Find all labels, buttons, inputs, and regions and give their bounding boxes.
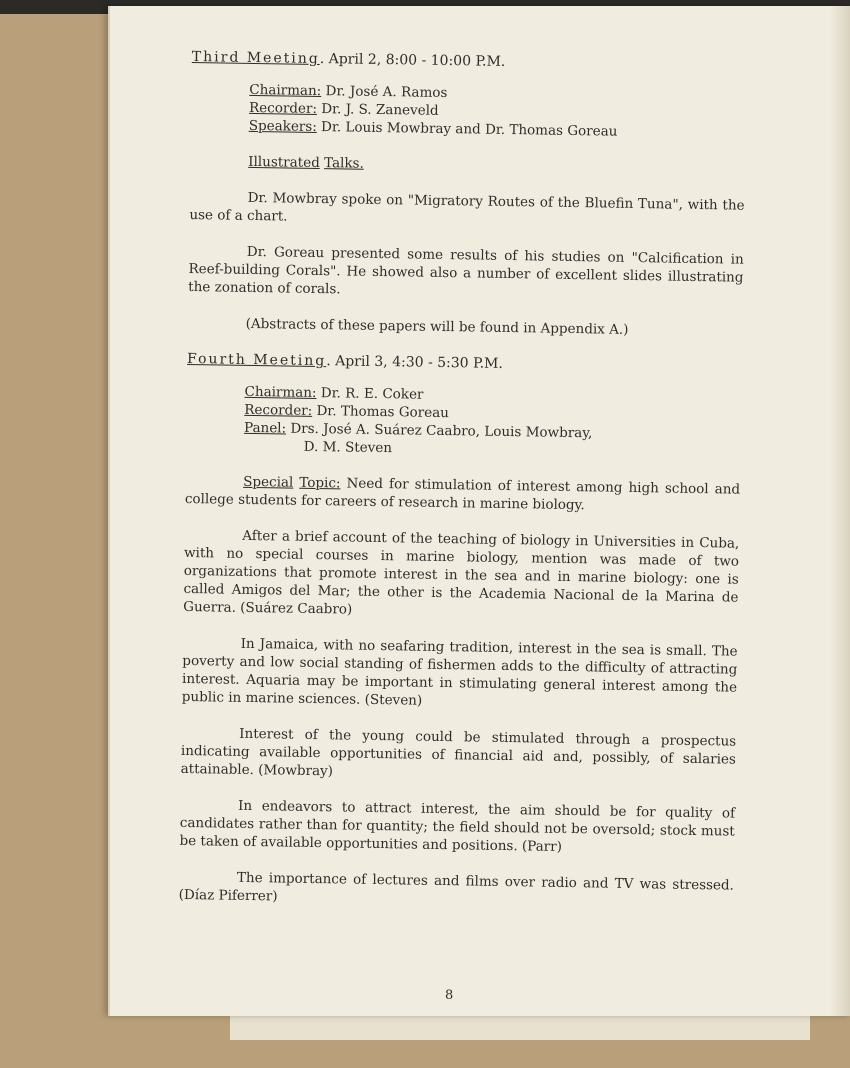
- recorder-label: Recorder:: [248, 99, 318, 117]
- third-meeting-heading: [192, 48, 747, 75]
- panel-label: Panel:: [243, 419, 287, 437]
- mowbray-paragraph: Dr. Mowbray spoke on "Migratory Routes of the Bluefin Tuna", with the use of a chart.: [189, 189, 745, 225]
- recorder-label: Recorder:: [244, 401, 313, 419]
- illustrated-talks-heading: [248, 153, 745, 179]
- third-meeting-title: Third Meeting: [191, 48, 320, 68]
- lectures-paragraph: The importance of lectures and films over radio and TV was stressed. (Díaz Piferrer): [178, 869, 735, 905]
- subheading-talks: Talks.: [323, 155, 364, 172]
- panel-names-continued: D. M. Steven: [303, 438, 393, 457]
- document-page: [108, 6, 850, 1016]
- third-meeting-roles: [249, 81, 747, 143]
- quality-paragraph: In endeavors to attract interest, the aim should be for quality of candidates rather than for quantity; the field should not be oversold; stock must be taken of available opportunities and positions. (Parr): [179, 797, 736, 855]
- panel-names: Drs. José A. Suárez Caabro, Louis Mowbray,: [285, 420, 593, 442]
- chairman-label: Chairman:: [244, 383, 317, 401]
- subheading-illustrated: Illustrated: [248, 153, 320, 172]
- abstract-note: (Abstracts of these papers will be found in Appendix A.): [245, 315, 629, 338]
- speakers-label: Speakers:: [248, 117, 317, 135]
- speakers-names: Dr. Louis Mowbray and Dr. Thomas Goreau: [316, 118, 618, 140]
- recorder-name: Dr. Thomas Goreau: [312, 402, 450, 422]
- cuba-paragraph: After a brief account of the teaching of biology in Universities in Cuba, with no special courses in marine biology, mention was made of two organizations that promote interest in the sea and in marine biology: one is called Amigos del Mar; the other is the Academia Nacional de la Marina de Guerra. (Suárez Caabro): [183, 527, 740, 618]
- prospectus-paragraph: Interest of the young could be stimulated through a prospectus indicating available opportunities of financial aid and, possibly, of salaries attainable. (Mowbray): [180, 725, 737, 780]
- page-content: [179, 48, 747, 913]
- fourth-meeting-title: Fourth Meeting: [186, 350, 327, 370]
- page-curl-edge: [830, 6, 850, 1016]
- fourth-meeting-time: . April 3, 4:30 - 5:30 P.M.: [326, 353, 504, 372]
- goreau-paragraph: Dr. Goreau presented some results of his studies on "Calcification in Reef-building Corals". He showed also a number of excellent slides illustrating the zonation of corals.: [188, 243, 744, 298]
- special-topic: [185, 472, 740, 517]
- topic-label: Topic:: [299, 474, 341, 492]
- chairman-label: Chairman:: [249, 81, 322, 100]
- recorder-name: Dr. J. S. Zaneveld: [316, 100, 439, 119]
- chairman-name: Dr. José A. Ramos: [321, 83, 448, 102]
- page-number: 8: [445, 988, 454, 1003]
- fourth-meeting-roles: [244, 383, 742, 463]
- fourth-meeting-heading: [187, 350, 742, 377]
- special-label: Special: [243, 473, 294, 491]
- chairman-name: Dr. R. E. Coker: [316, 384, 424, 403]
- jamaica-paragraph: In Jamaica, with no seafaring tradition, interest in the sea is small. The poverty and low social standing of fishermen adds to the difficulty of attracting interest. Aquaria may be important in stimulating general interest among the public in marine sciences. (Steven): [181, 635, 738, 709]
- special-topic-text: Need for stimulation of interest among high school and college students for careers of research in marine biology.: [184, 475, 741, 514]
- third-meeting-time: . April 2, 8:00 - 10:00 P.M.: [319, 51, 506, 70]
